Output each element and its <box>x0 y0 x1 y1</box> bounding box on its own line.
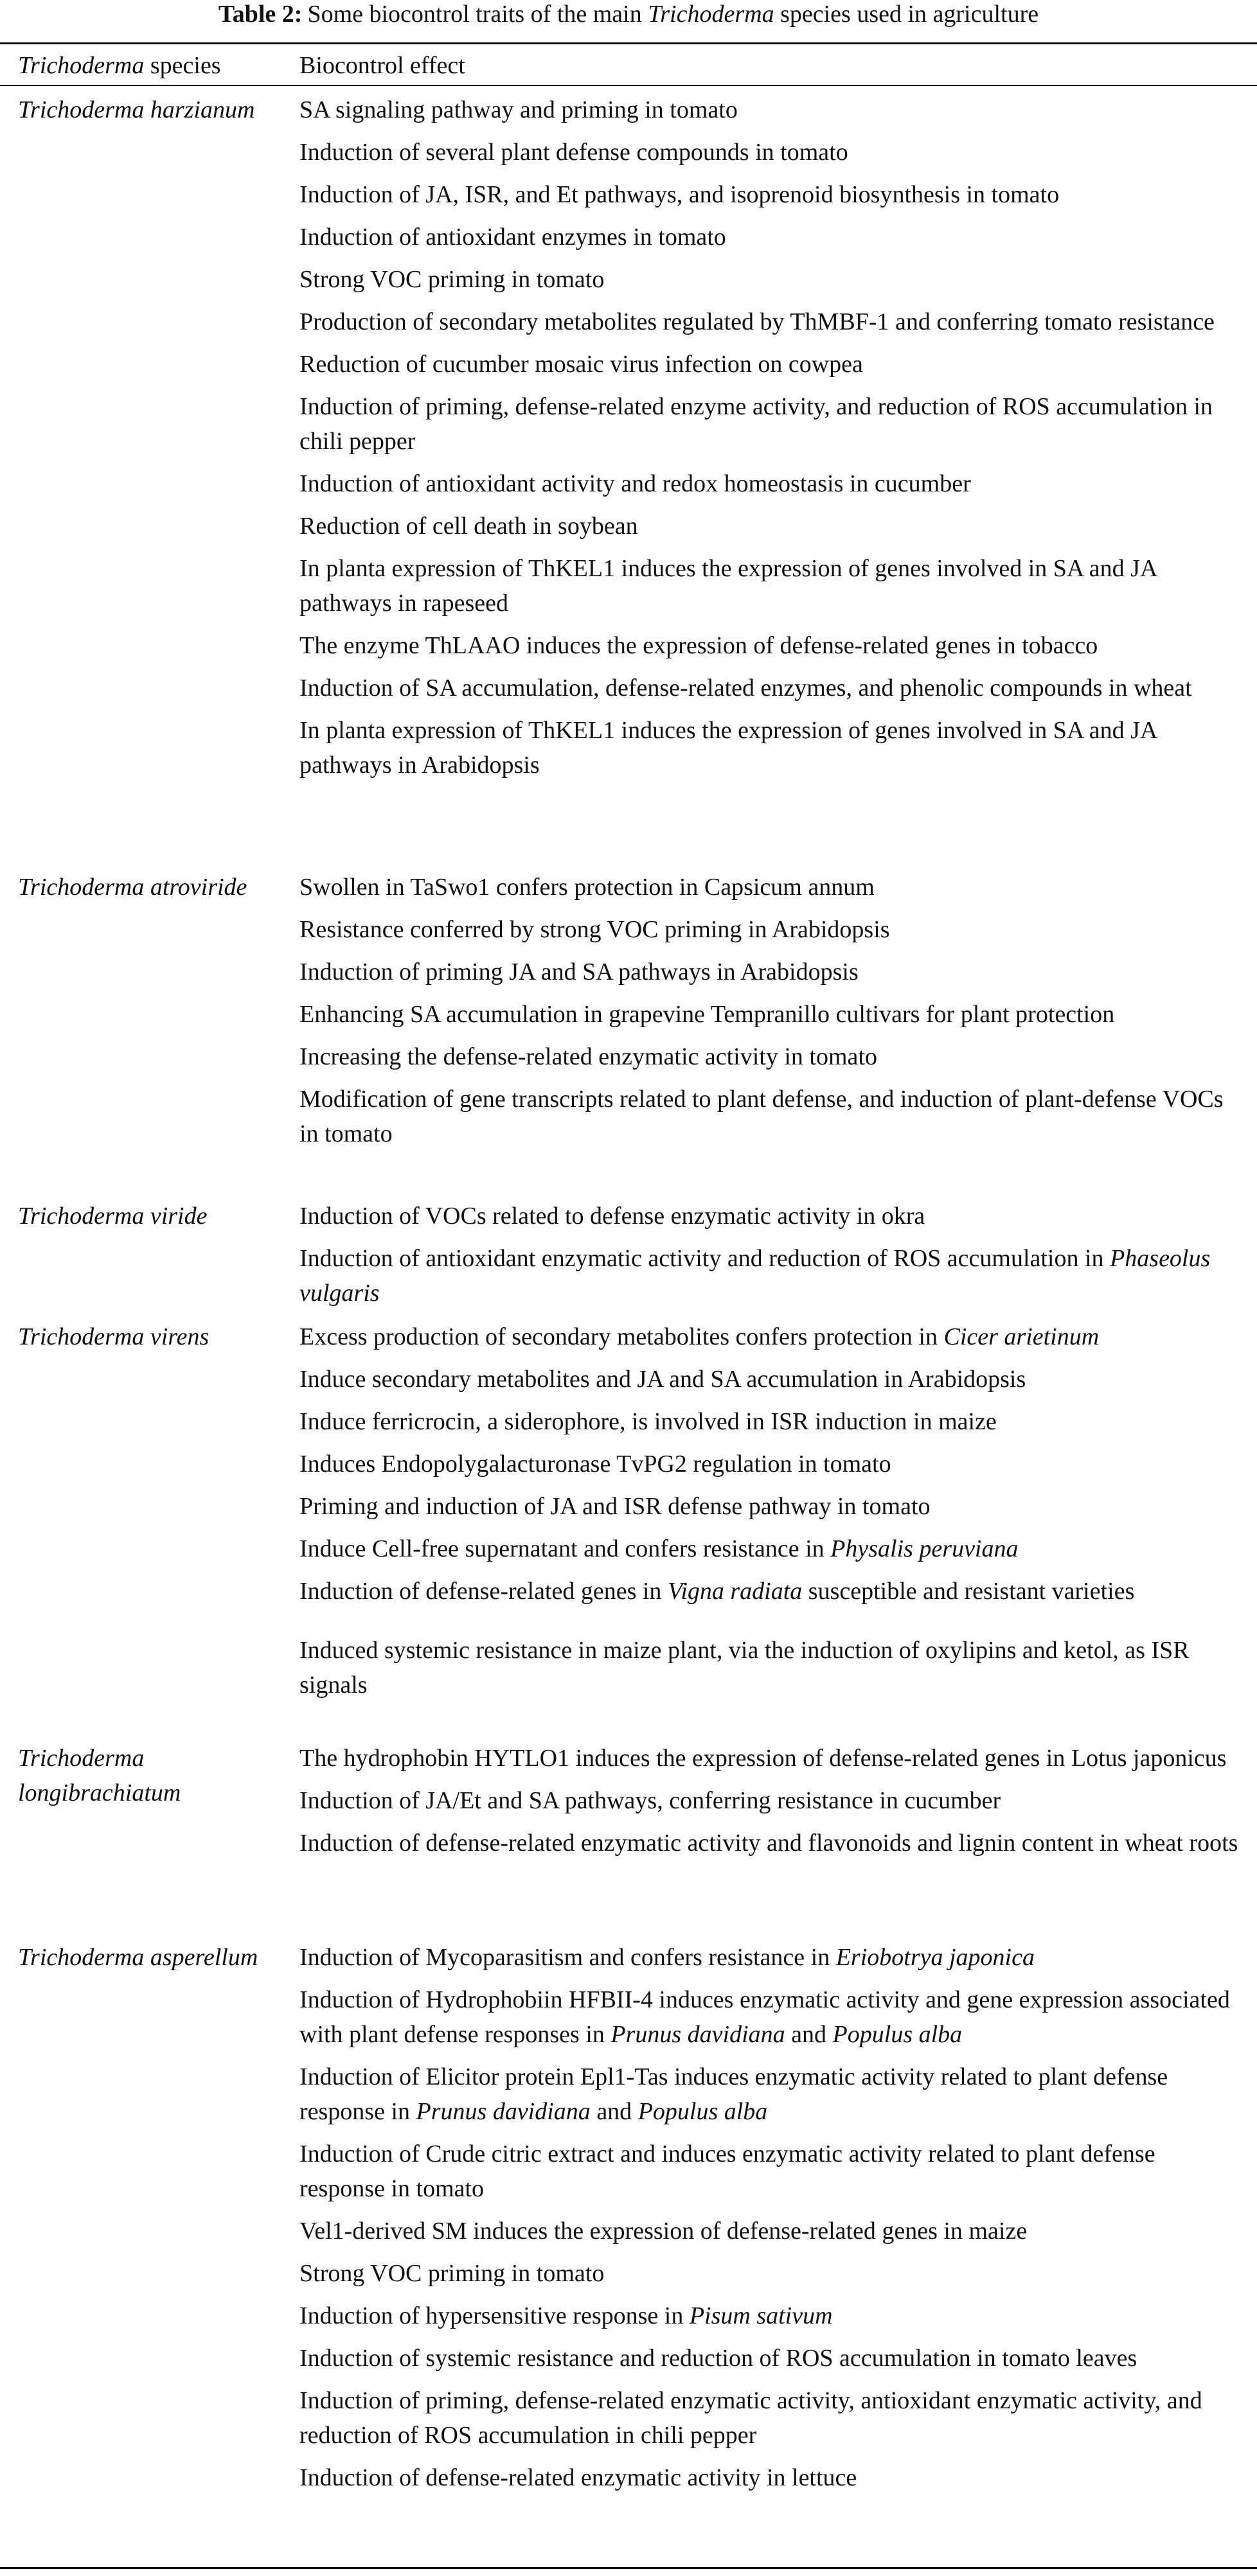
table-top-rule <box>0 42 1257 44</box>
effect-item: Enhancing SA accumulation in grapevine Tempranillo cultivars for plant protection <box>299 1001 1115 1028</box>
effect-item: Induce ferricrocin, a siderophore, is involved in ISR induction in maize <box>299 1408 997 1435</box>
effect-item: Induction of several plant defense compounds in tomato <box>299 139 848 166</box>
effect-text: Excess production of secondary metabolites confers protection in <box>299 1323 938 1350</box>
effect-taxon: Prunus davidiana <box>416 2098 591 2125</box>
table-caption <box>0 0 1257 37</box>
effect-item: Production of secondary metabolites regulated by ThMBF-1 and conferring tomato resistance <box>299 308 1215 335</box>
effect-text: susceptible and resistant varieties <box>808 1578 1135 1605</box>
effect-text: Induction of antioxidant enzymatic activity and reduction of ROS accumulation in <box>299 1245 1104 1272</box>
effect-item: Swollen in TaSwo1 confers protection in Capsicum annum <box>299 874 875 901</box>
table-header-rule <box>0 85 1257 86</box>
effect-item: Induction of SA accumulation, defense-related enzymes, and phenolic compounds in wheat <box>299 675 1192 701</box>
effect-list <box>299 93 1244 782</box>
effect-taxon: Populus alba <box>832 2021 963 2048</box>
effect-text: Induction of defense-related genes in <box>299 1578 662 1605</box>
effect-taxon: Phaseolus vulgaris <box>299 1245 1211 1307</box>
species-name: Trichoderma longibrachiatum <box>18 1745 181 1806</box>
species-name: Trichoderma virens <box>18 1323 209 1350</box>
caption-text-pre: Some biocontrol traits of the main <box>307 1 642 28</box>
effect-text: Induce Cell-free supernatant and confers resistance in <box>299 1535 825 1562</box>
effect-list <box>299 870 1244 1151</box>
effect-item: Induces Endopolygalacturonase TvPG2 regulation in tomato <box>299 1451 891 1478</box>
effect-item: Increasing the defense-related enzymatic activity in tomato <box>299 1043 877 1070</box>
effect-item: In planta expression of ThKEL1 induces the expression of genes involved in SA and JA pathways in Arabidopsis <box>299 717 1157 779</box>
effect-taxon: Pisum sativum <box>689 2302 833 2329</box>
effect-item: Induction of JA/Et and SA pathways, conferring resistance in cucumber <box>299 1787 1001 1814</box>
caption-text-italic: Trichoderma <box>648 1 774 28</box>
effect-list <box>299 1199 1244 1310</box>
effect-text: Induction of Mycoparasitism and confers resistance in <box>299 1944 830 1971</box>
species-name: Trichoderma atroviride <box>18 874 247 901</box>
effect-taxon: Populus alba <box>637 2098 768 2125</box>
effect-item: Induction of VOCs related to defense enzymatic activity in okra <box>299 1203 925 1230</box>
effect-item: Induction of priming, defense-related enzymatic activity, antioxidant enzymatic activity, and reduction of ROS accumulation in chili pepper <box>299 2387 1202 2449</box>
effect-taxon: Physalis peruviana <box>830 1535 1019 1562</box>
effect-item: Induction of priming JA and SA pathways in Arabidopsis <box>299 958 859 985</box>
column-header-species <box>18 51 288 80</box>
header-species-rest: species <box>150 52 221 79</box>
effect-item <box>299 1940 1244 1975</box>
species-name: Trichoderma harzianum <box>18 96 255 123</box>
effect-item: Resistance conferred by strong VOC priming in Arabidopsis <box>299 916 890 943</box>
effect-text: Induction of Elicitor protein Epl1-Tas induces enzymatic activity related to plant defense response in <box>299 2063 1168 2125</box>
effect-item: Induction of JA, ISR, and Et pathways, and isoprenoid biosynthesis in tomato <box>299 181 1060 208</box>
effect-item <box>299 1241 1244 1310</box>
effect-item: Strong VOC priming in tomato <box>299 2260 605 2287</box>
effect-item: Reduction of cell death in soybean <box>299 513 638 540</box>
effect-taxon: Eriobotrya japonica <box>835 1944 1035 1971</box>
caption-label: Table 2: <box>218 1 303 28</box>
effect-item: Induction of antioxidant enzymes in tomato <box>299 224 726 251</box>
effect-text: and <box>596 2098 632 2125</box>
effect-text: Induction of hypersensitive response in <box>299 2302 684 2329</box>
effect-item: Induction of priming, defense-related enzyme activity, and reduction of ROS accumulation in chili pepper <box>299 393 1213 455</box>
effect-item: The hydrophobin HYTLO1 induces the expression of defense-related genes in Lotus japonicus <box>299 1745 1227 1772</box>
header-species-italic: Trichoderma <box>18 52 145 79</box>
column-header-effect: Biocontrol effect <box>299 52 465 79</box>
effect-item: Reduction of cucumber mosaic virus infection on cowpea <box>299 351 863 378</box>
effect-text: Induction of Hydrophobiin HFBII-4 induces enzymatic activity and gene expression associated with plant defense responses in <box>299 1986 1230 2048</box>
table-bottom-rule <box>0 2567 1257 2569</box>
effect-item <box>299 2298 1244 2333</box>
species-name: Trichoderma viride <box>18 1203 208 1230</box>
effect-list <box>299 1319 1244 1702</box>
effect-item: Induced systemic resistance in maize plant, via the induction of oxylipins and ketol, as ISR signals <box>299 1637 1190 1698</box>
effect-item: Induce secondary metabolites and JA and SA accumulation in Arabidopsis <box>299 1366 1026 1393</box>
effect-list <box>299 1741 1244 1860</box>
effect-taxon: Prunus davidiana <box>611 2021 785 2048</box>
effect-taxon: Cicer arietinum <box>943 1323 1100 1350</box>
effect-list <box>299 1940 1244 2495</box>
effect-item: Priming and induction of JA and ISR defense pathway in tomato <box>299 1493 931 1520</box>
effect-item <box>299 1574 1244 1609</box>
effect-item <box>299 1531 1244 1566</box>
effect-item <box>299 1982 1244 2052</box>
effect-item: Modification of gene transcripts related to plant defense, and induction of plant-defense VOCs in tomato <box>299 1086 1224 1147</box>
effect-item <box>299 2060 1244 2129</box>
effect-item: Induction of defense-related enzymatic activity and flavonoids and lignin content in wheat roots <box>299 1830 1238 1857</box>
effect-text: and <box>791 2021 827 2048</box>
effect-item <box>299 1319 1244 1354</box>
caption-text-post: species used in agriculture <box>780 1 1039 28</box>
effect-item: The enzyme ThLAAO induces the expression of defense-related genes in tobacco <box>299 632 1098 659</box>
effect-item: Strong VOC priming in tomato <box>299 266 605 293</box>
effect-item: Vel1-derived SM induces the expression of defense-related genes in maize <box>299 2218 1028 2245</box>
effect-item: Induction of antioxidant activity and redox homeostasis in cucumber <box>299 470 971 497</box>
effect-item: SA signaling pathway and priming in tomato <box>299 96 738 123</box>
effect-item: Induction of Crude citric extract and induces enzymatic activity related to plant defense response in tomato <box>299 2140 1155 2202</box>
effect-item: Induction of defense-related enzymatic activity in lettuce <box>299 2464 857 2491</box>
species-name: Trichoderma asperellum <box>18 1944 258 1971</box>
effect-item: In planta expression of ThKEL1 induces the expression of genes involved in SA and JA pathways in rapeseed <box>299 555 1157 617</box>
effect-taxon: Vigna radiata <box>667 1578 803 1605</box>
effect-item: Induction of systemic resistance and reduction of ROS accumulation in tomato leaves <box>299 2345 1137 2372</box>
